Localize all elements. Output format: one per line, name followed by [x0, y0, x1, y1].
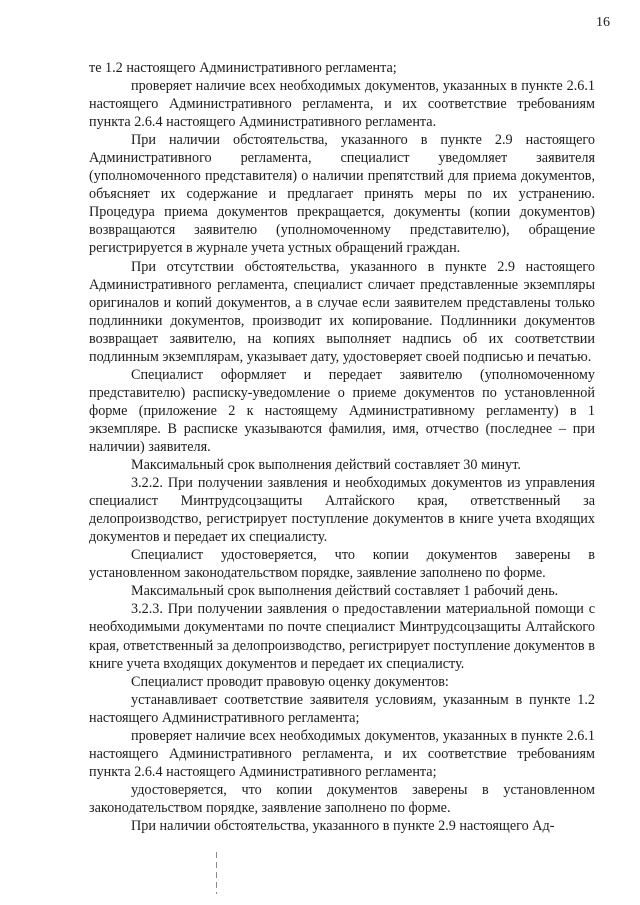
scan-artifact-line: [216, 852, 217, 894]
paragraph: проверяет наличие всех необходимых документов, указанных в пункте 2.6.1 настоящего Административного регламента, и их соответствие требованиям пункта 2.6.4 настоящего Административного регламента.: [89, 78, 595, 131]
paragraph: Специалист проводит правовую оценку документов:: [131, 673, 449, 690]
paragraph: устанавливает соответствие заявителя условиям, указанным в пункте 1.2 настоящего Административного регламента;: [89, 691, 595, 726]
paragraph: При отсутствии обстоятельства, указанного в пункте 2.9 настоящего Административного регламента, специалист сличает представленные экземпляры оригиналов и копий документов, а в случае если заявителем представлены только подлинники документов, производит их копирование. Подлинники документов возвращает заявителю, на копиях выполняет надпись об их соответствии подлинным экземплярам, указывает дату, удостоверяет своей подписью и печатью.: [89, 258, 595, 365]
paragraph: При наличии обстоятельства, указанного в пункте 2.9 настоящего Ад-: [131, 817, 555, 834]
body-text: [89, 59, 595, 835]
paragraph: 3.2.2. При получении заявления и необходимых документов из управления специалист Минтрудсоцзащиты Алтайского края, ответственный за делопроизводство, регистрирует поступление документов в книге учета входящих документов и передает их специалисту.: [89, 475, 595, 546]
paragraph: Максимальный срок выполнения действий составляет 30 минут.: [131, 457, 521, 474]
page-number: 16: [596, 15, 610, 30]
paragraph: Максимальный срок выполнения действий составляет 1 рабочий день.: [131, 583, 559, 600]
paragraph: удостоверяется, что копии документов заверены в установленном законодательством порядке, заявление заполнено по форме.: [89, 781, 595, 816]
paragraph: Специалист удостоверяется, что копии документов заверены в установленном законодательством порядке, заявление заполнено по форме.: [89, 547, 595, 582]
paragraph: При наличии обстоятельства, указанного в пункте 2.9 настоящего Административного регламента, специалист уведомляет заявителя (уполномоченного представителя) о наличии препятствий для приема документов, объясняет их содержание и предлагает принять меры по их устранению. Процедура приема документов прекращается, документы (копии документов) возвращаются заявителю (уполномоченному представителю), обращение регистрируется в журнале учета устных обращений граждан.: [89, 132, 595, 257]
paragraph: 3.2.3. При получении заявления о предоставлении материальной помощи с необходимыми документами по почте специалист Минтрудсоцзащиты Алтайского края, ответственный за делопроизводство, регистрирует поступление документов в книге учета входящих документов и передает их специалисту.: [89, 601, 595, 672]
paragraph: Специалист оформляет и передает заявителю (уполномоченному представителю) расписку-уведомление о приеме документов по установленной форме (приложение 2 к настоящему Административному регламенту) в 1 экземпляре. В расписке указываются фамилия, имя, отчество (последнее – при наличии) заявителя.: [89, 366, 595, 455]
paragraph: проверяет наличие всех необходимых документов, указанных в пункте 2.6.1 настоящего Административного регламента, и их соответствие требованиям пункта 2.6.4 настоящего Административного регламента;: [89, 727, 595, 780]
paragraph-continuation: те 1.2 настоящего Административного регламента;: [89, 60, 397, 76]
